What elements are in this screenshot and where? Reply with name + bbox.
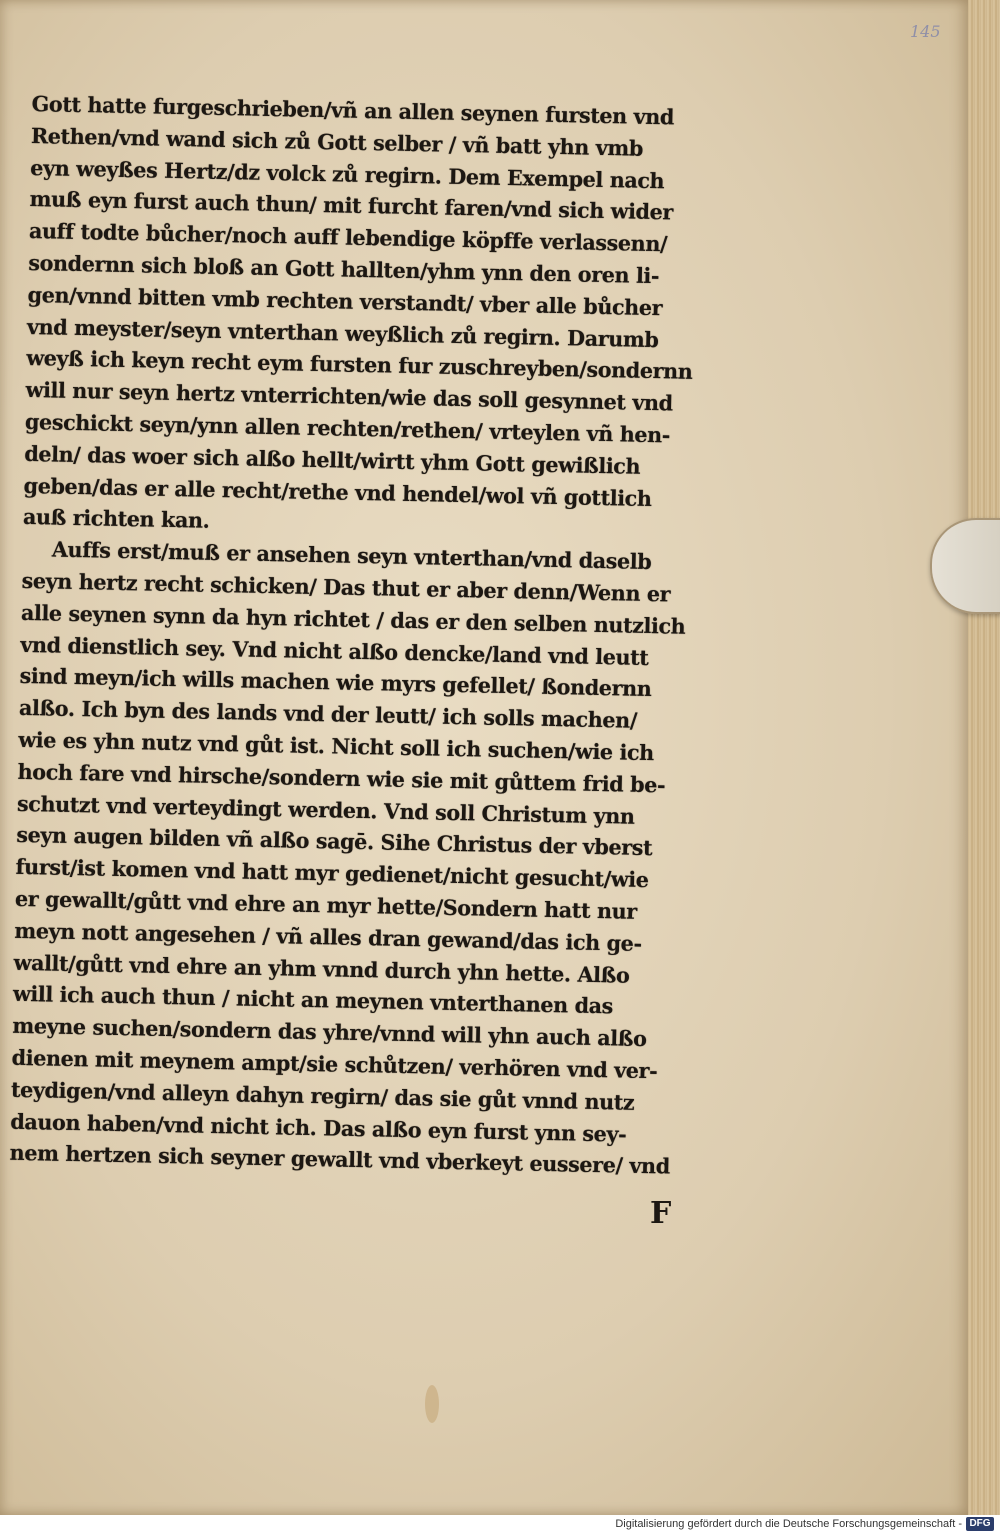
text-line: vnd dienstlich sey. Vnd nicht alßo dencke/land vnd leutt xyxy=(20,631,649,670)
text-line: deln/ das woer sich alßo hellt/wirtt yhm Gott gewißlich xyxy=(24,440,641,479)
text-line: schutzt vnd verteydingt werden. Vnd soll Christum ynn xyxy=(16,790,635,829)
text-line: sind meyn/ich wills machen wie myrs gefellet/ ßondernn xyxy=(19,663,652,702)
text-line: sondernn sich bloß an Gott hallten/yhm ynn den oren li- xyxy=(28,249,660,289)
text-line: will ich auch thun / nicht an meynen vnterthanen das xyxy=(12,981,614,1019)
text-line: dienen mit meynem ampt/sie schůtzen/ verhören vnd ver- xyxy=(11,1044,658,1084)
text-line: hoch fare vnd hirsche/sondern wie sie mit gůttem frid be- xyxy=(17,758,666,798)
text-line: Gott hatte furgeschrieben/vñ an allen seynen fursten vnd xyxy=(31,90,675,130)
text-line: alle seynen synn da hyn richtet / das er den selben nutzlich xyxy=(20,599,686,639)
text-line: alßo. Ich byn des lands vnd der leutt/ ich solls machen/ xyxy=(18,695,638,733)
text-line: seyn hertz recht schicken/ Das thut er aber denn/Wenn er xyxy=(21,567,671,607)
footer-credit: Digitalisierung gefördert durch die Deutsche Forschungsgemeinschaft - xyxy=(615,1518,962,1530)
text-line: meyne suchen/sondern das yhre/vnnd will yhn auch alßo xyxy=(12,1012,647,1052)
text-line: weyß ich keyn recht eym fursten fur zuschreyben/sondernn xyxy=(26,345,693,385)
text-line: will nur seyn hertz vnterrichten/wie das soll gesynnet vnd xyxy=(25,377,673,416)
text-line: auff todte bůcher/noch auff lebendige köpffe verlassenn/ xyxy=(28,218,668,257)
text-line: Rethen/vnd wand sich zů Gott selber / vñ batt yhn vmb xyxy=(30,122,644,161)
text-line: seyn augen bilden vñ alßo sagē. Sihe Christus der vberst xyxy=(16,822,653,861)
text-line: geben/das er alle recht/rethe vnd hendel/wol vñ gottlich xyxy=(23,472,652,511)
text-line: Auffs erst/muß er ansehen seyn vnterthan/vnd daselb xyxy=(51,536,652,575)
text-line: teydigen/vnd alleyn dahyn regirn/ das sie gůt vnnd nutz xyxy=(10,1076,635,1115)
text-line: vnd meyster/seyn vnterthan weyßlich zů regirn. Darumb xyxy=(26,313,659,352)
text-line: furst/ist komen vnd hatt myr gedienet/nicht gesucht/wie xyxy=(15,853,649,893)
text-line: auß richten kan. xyxy=(22,504,210,534)
text-line: muß eyn furst auch thun/ mit furcht faren/vnd sich wider xyxy=(29,186,674,225)
text-line: nem hertzen sich seyner gewallt vnd vberkeyt eussere/ vnd xyxy=(9,1140,671,1179)
folio-number: 145 xyxy=(910,22,941,41)
text-line: meyn nott angesehen / vñ alles dran gewand/das ich ge- xyxy=(14,917,642,956)
text-line: geschickt seyn/ynn allen rechten/rethen/ vrteylen vñ hen- xyxy=(24,408,671,448)
text-line: er gewallt/gůtt vnd ehre an myr hette/Sondern hatt nur xyxy=(14,885,638,924)
paper-stain xyxy=(425,1385,439,1423)
catchword: F xyxy=(650,1196,672,1231)
text-line: eyn weyßes Hertz/dz volck zů regirn. Dem Exempel nach xyxy=(30,154,665,193)
text-line: wallt/gůtt vnd ehre an yhm vnnd durch yhn hette. Alßo xyxy=(13,949,630,988)
dfg-logo: DFG xyxy=(966,1517,994,1531)
text-line: gen/vnnd bitten vmb rechten verstandt/ vber alle bůcher xyxy=(27,281,663,321)
body-text-block xyxy=(8,88,722,1232)
page-edges xyxy=(968,0,1000,1515)
text-line: dauon haben/vnd nicht ich. Das alßo eyn furst ynn sey- xyxy=(10,1108,627,1147)
text-line: wie es yhn nutz vnd gůt ist. Nicht soll ich suchen/wie ich xyxy=(18,726,655,766)
